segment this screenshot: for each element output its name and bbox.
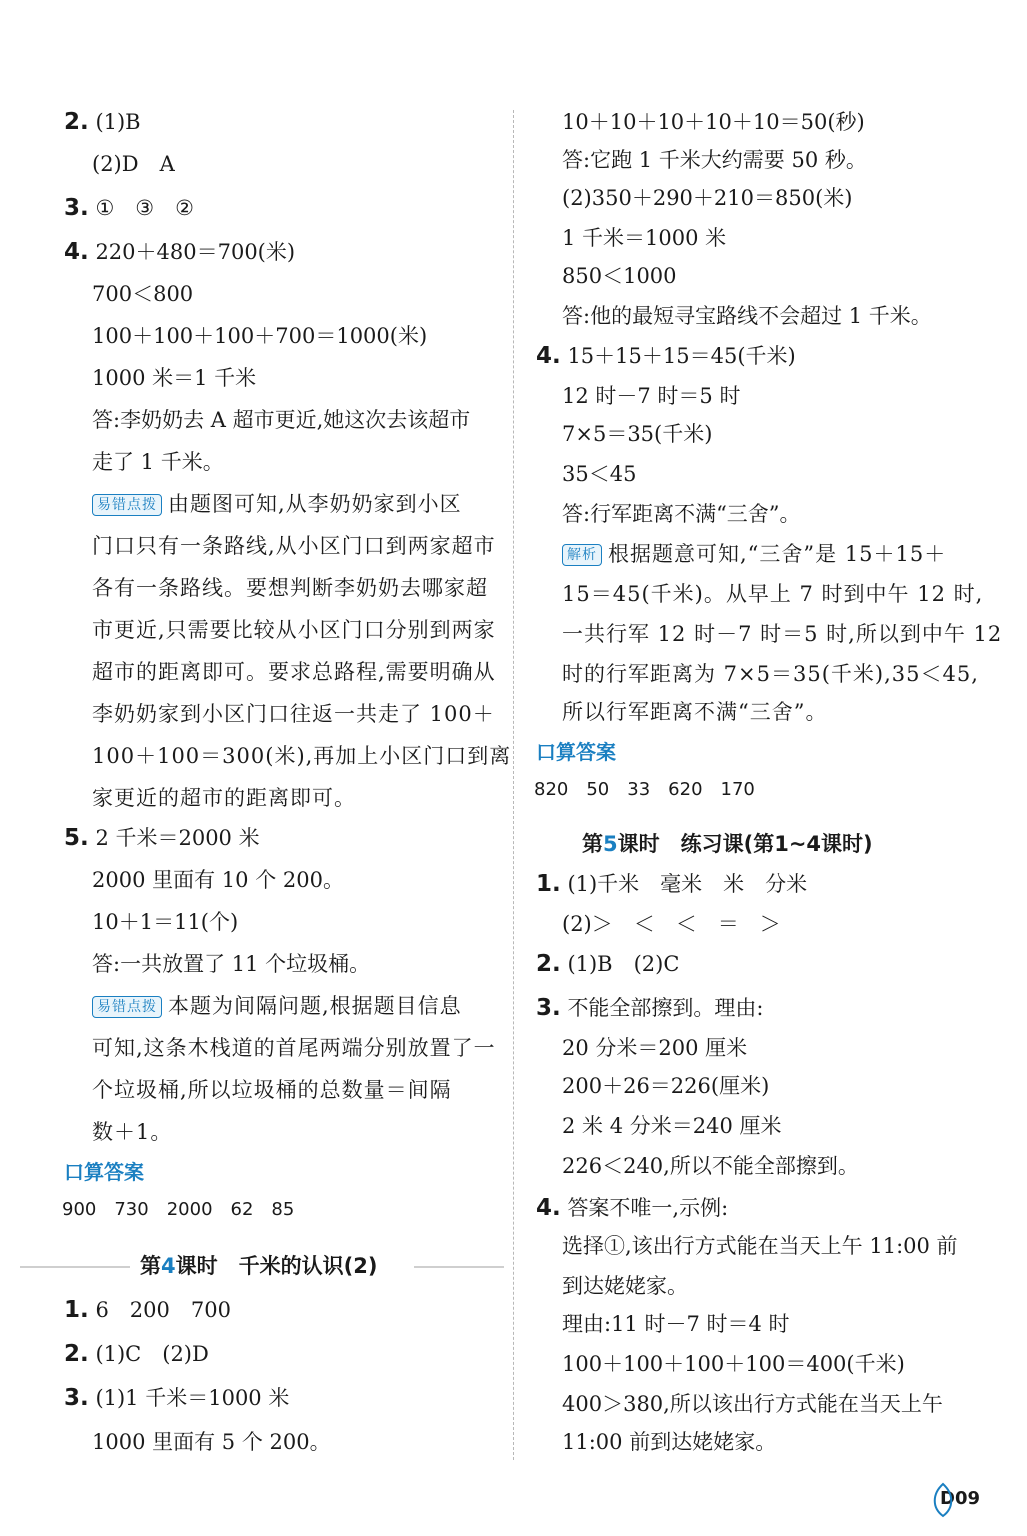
- note1-line8: 家更近的超市的距离即可。: [92, 786, 356, 810]
- l4-q2: 2. (1)C (2)D: [64, 1341, 209, 1367]
- q4-line1: 4. 220＋480＝700(米): [64, 239, 296, 265]
- heading-rule: [414, 1266, 504, 1268]
- q5-line4: 答:一共放置了 11 个垃圾桶。: [92, 952, 371, 976]
- analysis-line5: 所以行军距离不满“三舍”。: [562, 700, 828, 724]
- q4-line5: 答:李奶奶去 A 超市更近,她这次去该超市: [92, 408, 471, 432]
- note1-line4: 市更近,只需要比较从小区门口分别到两家: [92, 618, 496, 642]
- l5-q4-line2: 选择①,该出行方式能在当天上午 11:00 前: [562, 1234, 958, 1258]
- column-divider: [513, 110, 514, 1460]
- q5-line1: 5. 2 千米＝2000 米: [64, 825, 260, 851]
- r-q4-line5: 答:行军距离不满“三舍”。: [562, 502, 801, 526]
- oral-answers-values: 820 50 33 620 170: [534, 779, 755, 800]
- analysis-line3: 一共行军 12 时－7 时＝5 时,所以到中午 12: [562, 622, 1003, 646]
- note1-line1: 易错点拨 由题图可知,从李奶奶家到小区: [92, 490, 462, 518]
- analysis-line4: 时的行军距离为 7×5＝35(千米),35＜45,: [562, 662, 979, 686]
- note1-line5: 超市的距离即可。要求总路程,需要明确从: [92, 660, 496, 684]
- q4-line4: 1000 米＝1 千米: [92, 366, 257, 390]
- q2-line1: 2. (1)B: [64, 109, 141, 135]
- r-line6: 答:他的最短寻宝路线不会超过 1 千米。: [562, 304, 932, 328]
- q3-line: 3. ① ③ ②: [64, 195, 194, 221]
- note1-line6: 李奶奶家到小区门口往返一共走了 100＋: [92, 702, 495, 726]
- lesson-5-heading: 第5课时 练习课(第1~4课时): [582, 832, 873, 856]
- r-q4-line2: 12 时－7 时＝5 时: [562, 384, 741, 408]
- q5-line3: 10＋1＝11(个): [92, 910, 239, 934]
- r-line2: 答:它跑 1 千米大约需要 50 秒。: [562, 148, 867, 172]
- error-tip-tag: 易错点拨: [92, 996, 162, 1018]
- analysis-line2: 15＝45(千米)。从早上 7 时到中午 12 时,: [562, 582, 984, 606]
- r-line3: (2)350＋290＋210＝850(米): [562, 186, 853, 210]
- leaf-icon: [928, 1482, 958, 1518]
- q4-line6: 走了 1 千米。: [92, 450, 224, 474]
- l5-q4-line4: 理由:11 时－7 时＝4 时: [562, 1312, 790, 1336]
- l5-q3-line2: 20 分米＝200 厘米: [562, 1036, 748, 1060]
- heading-rule: [20, 1266, 130, 1268]
- q5-line2: 2000 里面有 10 个 200。: [92, 868, 344, 892]
- q2-line2: (2)D A: [92, 152, 175, 176]
- l5-q3-line3: 200＋26＝226(厘米): [562, 1074, 770, 1098]
- page-number: D09: [940, 1488, 980, 1509]
- oral-answers-title: 口算答案: [536, 740, 616, 764]
- lesson-4-heading: 第4课时 千米的认识(2): [140, 1254, 378, 1278]
- l5-q4-line5: 100＋100＋100＋100＝400(千米): [562, 1352, 905, 1376]
- analysis-tag: 解析: [562, 544, 602, 566]
- r-q4-line1: 4. 15＋15＋15＝45(千米): [536, 343, 796, 369]
- l5-q1-line1: 1. (1)千米 毫米 米 分米: [536, 871, 808, 897]
- l5-q4-line1: 4. 答案不唯一,示例:: [536, 1195, 729, 1221]
- l5-q2: 2. (1)B (2)C: [536, 951, 680, 977]
- oral-answers-title: 口算答案: [64, 1160, 144, 1184]
- r-line1: 10＋10＋10＋10＋10＝50(秒): [562, 110, 865, 134]
- error-tip-tag: 易错点拨: [92, 494, 162, 516]
- l5-q1-line2: (2)＞ ＜ ＜ ＝ ＞: [562, 912, 781, 936]
- l4-q1: 1. 6 200 700: [64, 1297, 231, 1323]
- note1-line3: 各有一条路线。要想判断李奶奶去哪家超: [92, 576, 488, 600]
- r-line5: 850＜1000: [562, 264, 677, 288]
- l5-q3-line5: 226＜240,所以不能全部擦到。: [562, 1154, 859, 1178]
- l4-q3-line1: 3. (1)1 千米＝1000 米: [64, 1385, 290, 1411]
- note2-line3: 个垃圾桶,所以垃圾桶的总数量＝间隔: [92, 1078, 452, 1102]
- note2-line1: 易错点拨 本题为间隔问题,根据题目信息: [92, 992, 462, 1020]
- r-q4-line3: 7×5＝35(千米): [562, 422, 713, 446]
- l5-q4-line7: 11:00 前到达姥姥家。: [562, 1430, 777, 1454]
- l4-q3-line2: 1000 里面有 5 个 200。: [92, 1430, 331, 1454]
- q4-line3: 100＋100＋100＋700＝1000(米): [92, 324, 428, 348]
- l5-q4-line3: 到达姥姥家。: [562, 1274, 688, 1298]
- note1-line2: 门口只有一条路线,从小区门口到两家超市: [92, 534, 496, 558]
- r-q4-line4: 35＜45: [562, 462, 637, 486]
- oral-answers-values: 900 730 2000 62 85: [62, 1199, 295, 1220]
- note2-line2: 可知,这条木栈道的首尾两端分别放置了一: [92, 1036, 496, 1060]
- r-line4: 1 千米＝1000 米: [562, 226, 727, 250]
- note1-line7: 100＋100＝300(米),再加上小区门口到离: [92, 744, 512, 768]
- q4-line2: 700＜800: [92, 282, 194, 306]
- l5-q4-line6: 400＞380,所以该出行方式能在当天上午: [562, 1392, 943, 1416]
- l5-q3-line4: 2 米 4 分米＝240 厘米: [562, 1114, 782, 1138]
- l5-q3-line1: 3. 不能全部擦到。理由:: [536, 995, 764, 1021]
- note2-line4: 数＋1。: [92, 1120, 173, 1144]
- analysis-line1: 解析 根据题意可知,“三舍”是 15＋15＋: [562, 540, 946, 568]
